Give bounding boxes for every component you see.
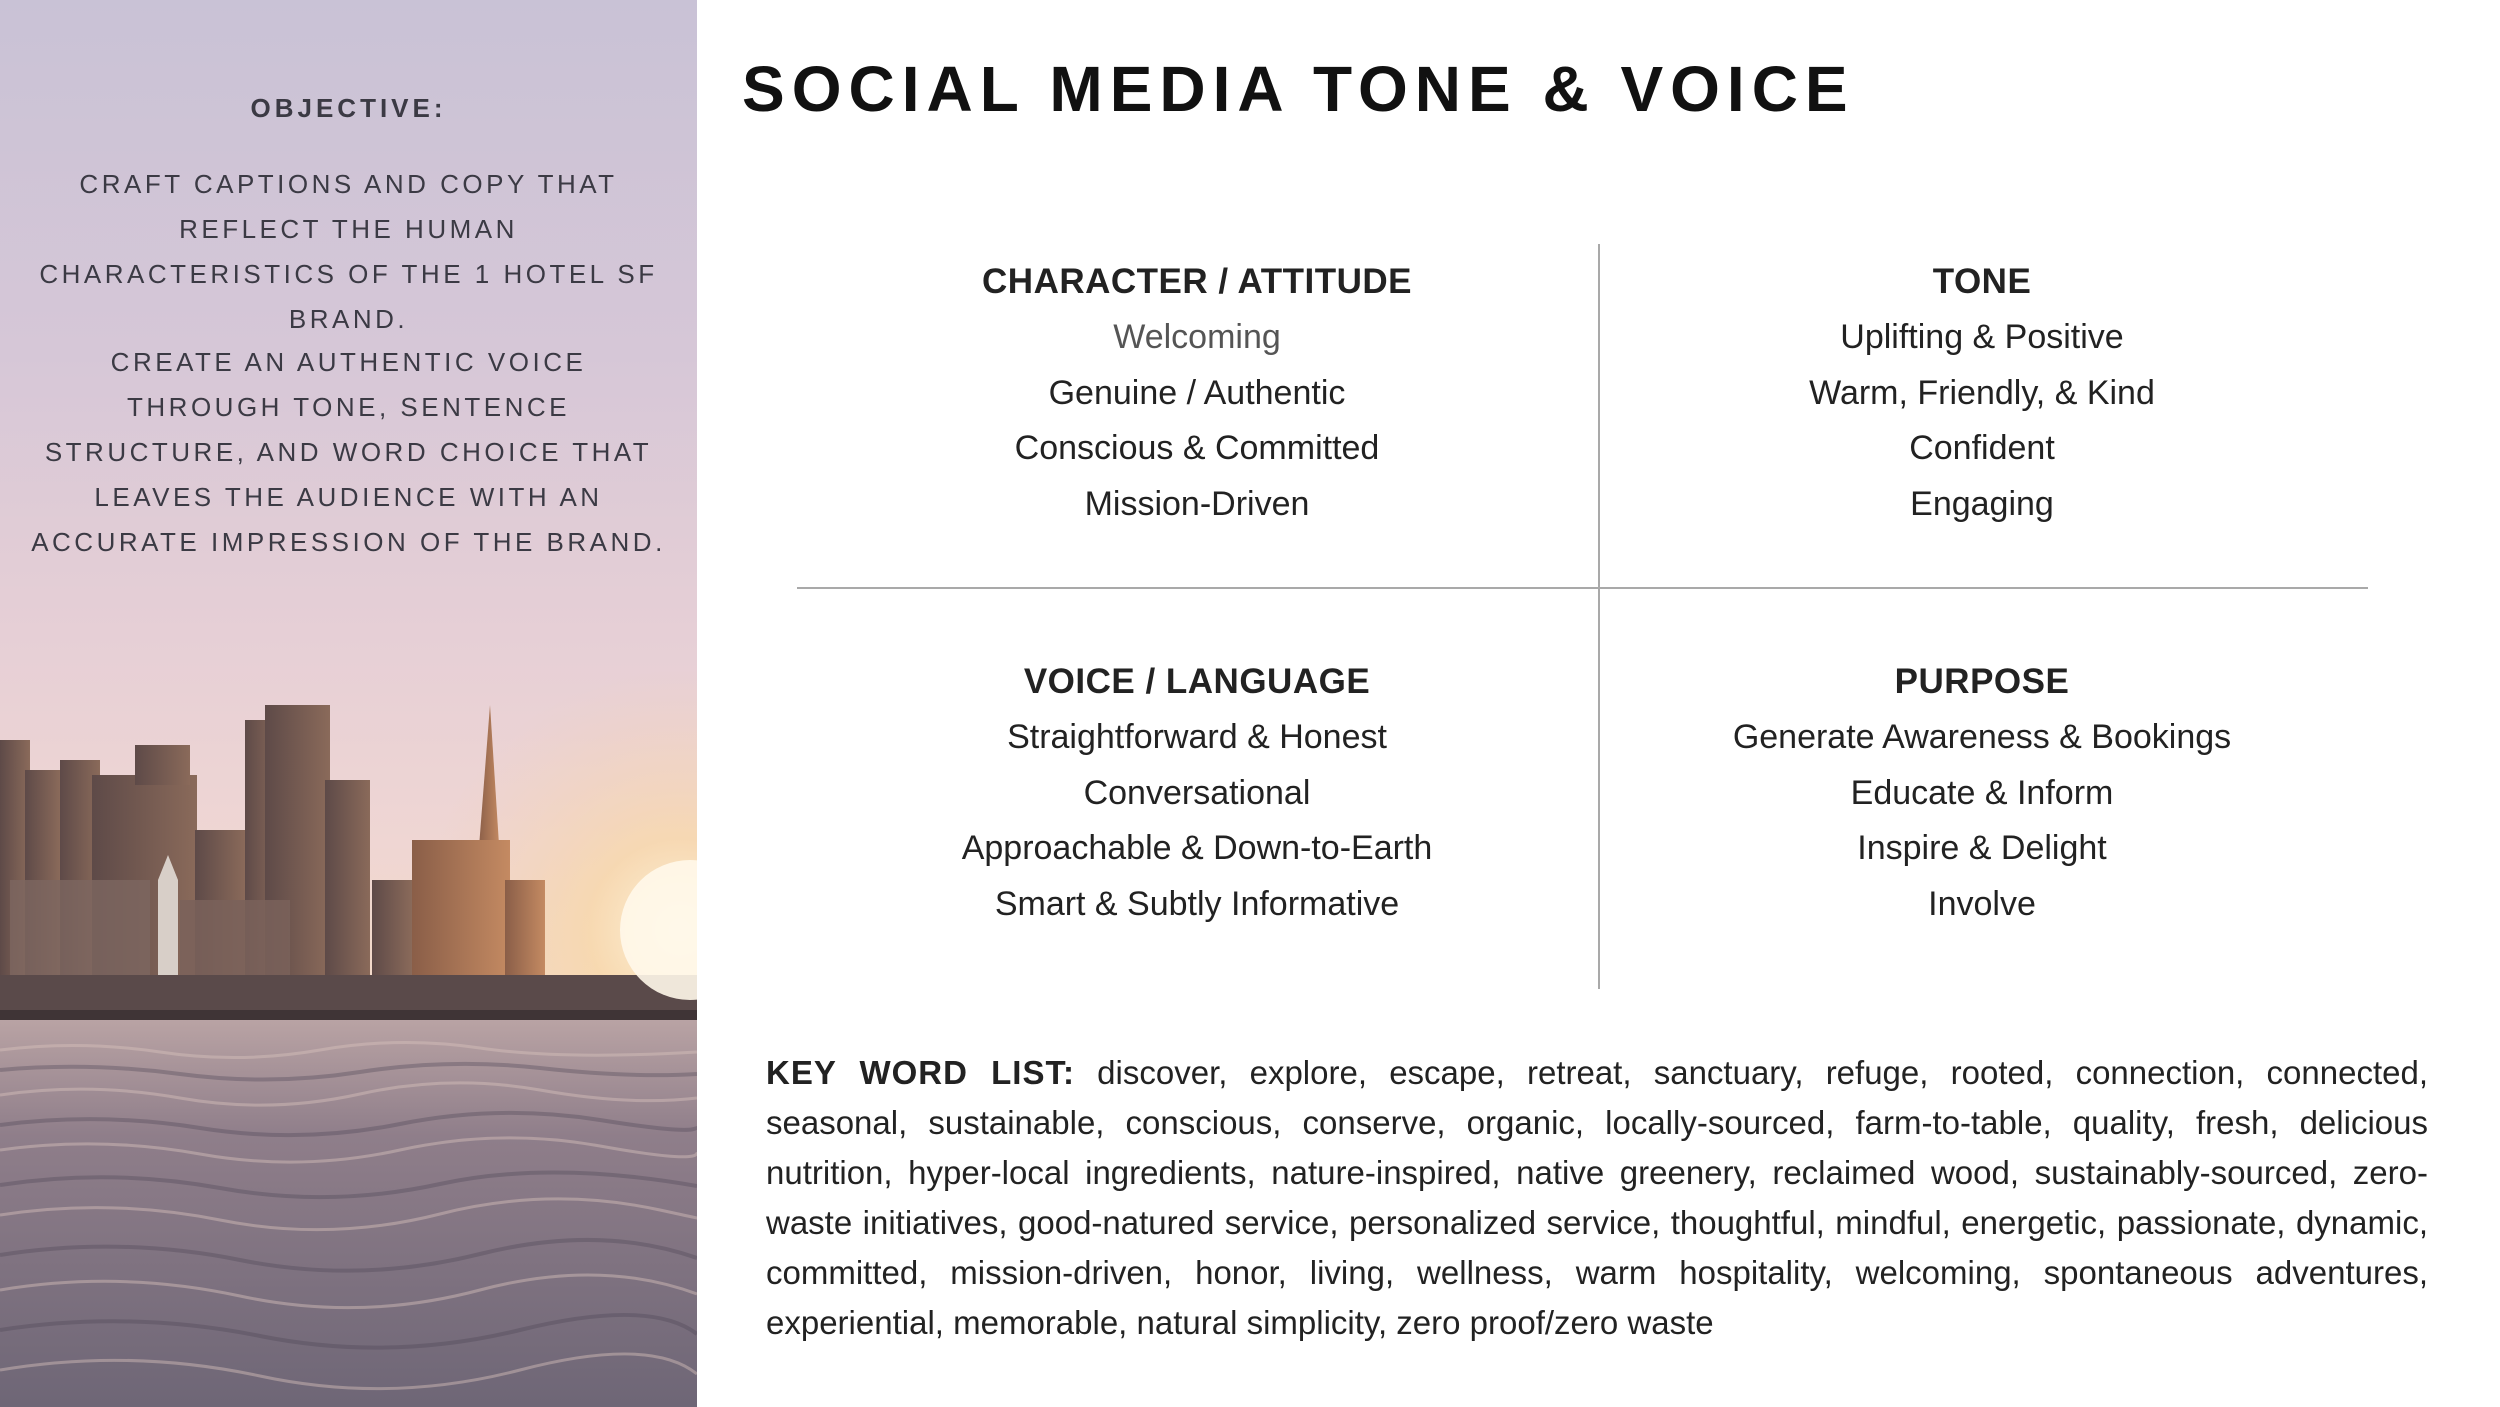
quadrant-purpose: [1592, 654, 2372, 932]
skyline-photo-panel: [0, 0, 697, 1407]
objective-paragraph-1: CRAFT CAPTIONS AND COPY THAT REFLECT THE HUMAN CHARACTERISTICS OF THE 1 HOTEL SF BRAND.: [39, 169, 658, 334]
quadrant-title: VOICE / LANGUAGE: [1023, 662, 1371, 701]
keyword-list-text: discover, explore, escape, retreat, sanctuary, refuge, rooted, connection, connected, seasonal, sustainable, conscious, conserve, organic, locally-sourced, farm-to-table, quality, fresh, delicious nutrition, hyper-local ingredients, nature-inspired, native greenery, reclaimed wood, sustainably-sourced, zero-waste initiatives, good-natured service, personalized service, thoughtful, mindful, energetic, passionate, dynamic, committed, mission-driven, honor, living, wellness, warm hospitality, welcoming, spontaneous adventures, experiential, memorable, natural simplicity, zero proof/zero waste: [766, 1054, 2429, 1341]
quadrant-character-attitude: [807, 254, 1587, 532]
objective-paragraph-2: CREATE AN AUTHENTIC VOICE THROUGH TONE, SENTENCE STRUCTURE, AND WORD CHOICE THAT LEAVES THE AUDIENCE WITH AN ACCURATE IMPRESSION OF THE BRAND.: [31, 347, 666, 557]
quadrant-item: Warm, Friendly, & Kind: [1809, 373, 2155, 412]
quadrant-item: Uplifting & Positive: [1840, 318, 2124, 356]
grid-horizontal-divider: [797, 587, 2368, 589]
quadrant-item: Approachable & Down-to-Earth: [961, 829, 1433, 867]
quadrant-item: Involve: [1928, 884, 2036, 923]
quadrant-item: Mission-Driven: [1084, 484, 1310, 523]
objective-heading: OBJECTIVE:: [250, 93, 447, 123]
quadrant-title: PURPOSE: [1894, 662, 2070, 701]
keyword-list: [766, 1048, 2428, 1348]
keyword-list-label: KEY WORD LIST:: [766, 1054, 1075, 1091]
quadrant-item: Welcoming: [1113, 318, 1281, 356]
quadrant-item: Engaging: [1910, 484, 2054, 523]
quadrant-item: Straightforward & Honest: [1007, 718, 1387, 756]
quadrant-item: Educate & Inform: [1850, 773, 2114, 812]
quadrant-item: Confident: [1909, 429, 2055, 467]
quadrant-item: Generate Awareness & Bookings: [1732, 718, 2232, 756]
quadrant-item: Inspire & Delight: [1857, 829, 2107, 867]
quadrant-item: Smart & Subtly Informative: [994, 884, 1400, 923]
quadrant-tone: [1592, 254, 2372, 532]
quadrant-item: Conversational: [1083, 773, 1311, 812]
quadrant-item: Conscious & Committed: [1014, 429, 1380, 467]
quadrant-voice-language: [807, 654, 1587, 932]
page-title: SOCIAL MEDIA TONE & VOICE: [742, 53, 1855, 125]
quadrant-title: CHARACTER / ATTITUDE: [982, 262, 1412, 301]
quadrant-item: Genuine / Authentic: [1048, 373, 1346, 412]
quadrant-title: TONE: [1932, 262, 2032, 301]
